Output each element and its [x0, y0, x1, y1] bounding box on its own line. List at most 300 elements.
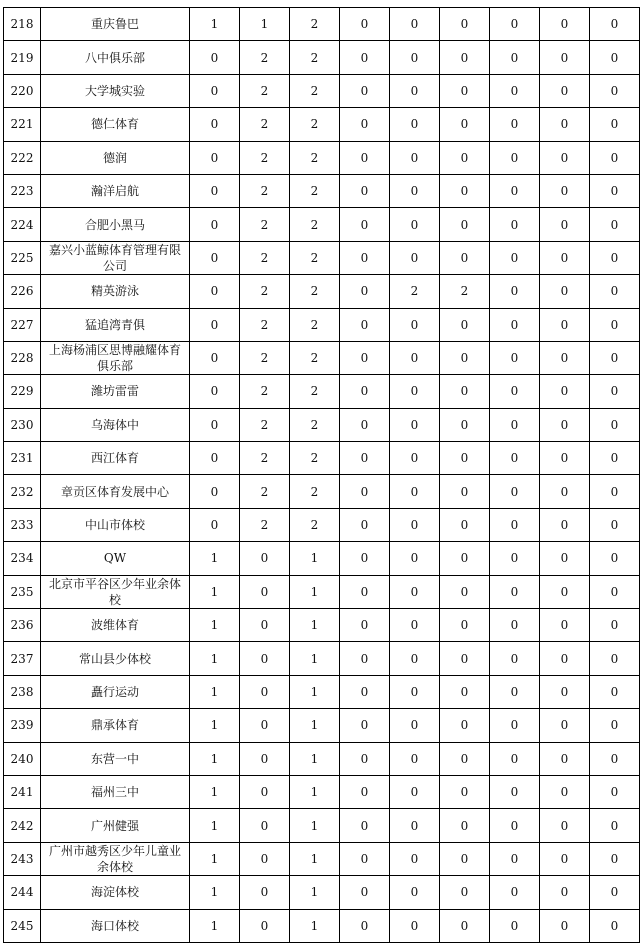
value-cell: 0	[490, 842, 540, 875]
value-cell: 0	[490, 742, 540, 775]
value-cell: 0	[390, 709, 440, 742]
club-name-cell: 鼎承体育	[41, 709, 190, 742]
rank-cell: 239	[4, 709, 41, 742]
value-cell: 0	[340, 241, 390, 274]
value-cell: 0	[390, 8, 440, 41]
club-name-cell: 重庆鲁巴	[41, 8, 190, 41]
value-cell: 0	[340, 442, 390, 475]
value-cell: 0	[340, 876, 390, 909]
value-cell: 0	[490, 775, 540, 808]
value-cell: 1	[290, 809, 340, 842]
page	[3, 7, 640, 943]
value-cell: 1	[190, 609, 240, 642]
value-cell: 0	[590, 842, 640, 875]
value-cell: 0	[490, 442, 540, 475]
value-cell: 2	[240, 275, 290, 308]
value-cell: 0	[440, 542, 490, 575]
value-cell: 0	[590, 108, 640, 141]
club-name-cell: 嘉兴小蓝鲸体育管理有限公司	[41, 241, 190, 274]
club-name-cell: 东营一中	[41, 742, 190, 775]
value-cell: 0	[390, 876, 440, 909]
value-cell: 0	[590, 141, 640, 174]
table-row	[4, 208, 640, 241]
value-cell: 0	[540, 742, 590, 775]
value-cell: 0	[590, 909, 640, 942]
value-cell: 0	[590, 675, 640, 708]
value-cell: 0	[440, 8, 490, 41]
table-row	[4, 241, 640, 274]
table-row	[4, 909, 640, 942]
value-cell: 0	[540, 709, 590, 742]
value-cell: 0	[340, 508, 390, 541]
value-cell: 0	[590, 208, 640, 241]
value-cell: 2	[290, 208, 340, 241]
value-cell: 0	[340, 609, 390, 642]
value-cell: 2	[240, 442, 290, 475]
value-cell: 2	[240, 408, 290, 441]
value-cell: 0	[540, 108, 590, 141]
value-cell: 0	[190, 174, 240, 207]
value-cell: 2	[290, 408, 340, 441]
rank-cell: 244	[4, 876, 41, 909]
value-cell: 0	[490, 609, 540, 642]
value-cell: 0	[190, 508, 240, 541]
value-cell: 0	[340, 542, 390, 575]
value-cell: 1	[190, 842, 240, 875]
value-cell: 0	[240, 809, 290, 842]
club-name-cell: 北京市平谷区少年业余体校	[41, 575, 190, 608]
value-cell: 2	[290, 375, 340, 408]
value-cell: 1	[290, 876, 340, 909]
value-cell: 0	[540, 542, 590, 575]
value-cell: 0	[440, 241, 490, 274]
value-cell: 0	[240, 742, 290, 775]
rank-cell: 245	[4, 909, 41, 942]
value-cell: 0	[390, 809, 440, 842]
club-name-cell: 常山县少体校	[41, 642, 190, 675]
value-cell: 0	[540, 876, 590, 909]
value-cell: 0	[340, 141, 390, 174]
value-cell: 0	[540, 475, 590, 508]
value-cell: 0	[440, 108, 490, 141]
value-cell: 0	[540, 508, 590, 541]
value-cell: 0	[340, 675, 390, 708]
value-cell: 0	[440, 609, 490, 642]
value-cell: 0	[340, 41, 390, 74]
value-cell: 0	[340, 375, 390, 408]
table-row	[4, 275, 640, 308]
value-cell: 0	[590, 241, 640, 274]
value-cell: 0	[540, 909, 590, 942]
value-cell: 0	[340, 775, 390, 808]
value-cell: 0	[490, 508, 540, 541]
value-cell: 0	[590, 742, 640, 775]
value-cell: 0	[540, 442, 590, 475]
club-name-cell: 中山市体校	[41, 508, 190, 541]
value-cell: 0	[340, 909, 390, 942]
value-cell: 0	[390, 675, 440, 708]
value-cell: 0	[390, 408, 440, 441]
value-cell: 1	[290, 542, 340, 575]
value-cell: 0	[340, 208, 390, 241]
value-cell: 0	[540, 375, 590, 408]
table-row	[4, 475, 640, 508]
value-cell: 0	[590, 408, 640, 441]
value-cell: 1	[190, 876, 240, 909]
value-cell: 0	[440, 74, 490, 107]
value-cell: 2	[240, 341, 290, 374]
value-cell: 0	[590, 876, 640, 909]
value-cell: 2	[390, 275, 440, 308]
value-cell: 0	[190, 241, 240, 274]
table-body	[4, 8, 640, 943]
value-cell: 0	[190, 141, 240, 174]
table-row	[4, 8, 640, 41]
rank-cell: 231	[4, 442, 41, 475]
value-cell: 2	[240, 74, 290, 107]
value-cell: 0	[390, 308, 440, 341]
club-name-cell: 西江体育	[41, 442, 190, 475]
value-cell: 1	[190, 709, 240, 742]
value-cell: 1	[290, 609, 340, 642]
value-cell: 0	[190, 375, 240, 408]
value-cell: 0	[590, 775, 640, 808]
value-cell: 0	[590, 174, 640, 207]
value-cell: 1	[290, 642, 340, 675]
table-row	[4, 675, 640, 708]
rank-cell: 220	[4, 74, 41, 107]
club-name-cell: 猛追湾青俱	[41, 308, 190, 341]
value-cell: 2	[290, 308, 340, 341]
table-row	[4, 809, 640, 842]
value-cell: 1	[190, 8, 240, 41]
value-cell: 1	[190, 775, 240, 808]
value-cell: 0	[390, 542, 440, 575]
club-name-cell: 德润	[41, 141, 190, 174]
value-cell: 1	[290, 775, 340, 808]
club-name-cell: 乌海体中	[41, 408, 190, 441]
table-row	[4, 341, 640, 374]
value-cell: 0	[490, 275, 540, 308]
value-cell: 2	[440, 275, 490, 308]
table-row	[4, 575, 640, 608]
value-cell: 0	[340, 742, 390, 775]
rank-cell: 228	[4, 341, 41, 374]
value-cell: 0	[240, 876, 290, 909]
value-cell: 0	[590, 8, 640, 41]
club-name-cell: 海淀体校	[41, 876, 190, 909]
value-cell: 0	[440, 709, 490, 742]
club-name-cell: 八中俱乐部	[41, 41, 190, 74]
rank-cell: 241	[4, 775, 41, 808]
value-cell: 0	[390, 775, 440, 808]
value-cell: 1	[190, 542, 240, 575]
value-cell: 0	[590, 809, 640, 842]
value-cell: 2	[290, 8, 340, 41]
value-cell: 2	[290, 108, 340, 141]
value-cell: 0	[490, 108, 540, 141]
value-cell: 0	[590, 508, 640, 541]
value-cell: 0	[440, 675, 490, 708]
value-cell: 0	[440, 909, 490, 942]
value-cell: 0	[590, 275, 640, 308]
value-cell: 0	[340, 108, 390, 141]
value-cell: 1	[290, 909, 340, 942]
value-cell: 0	[190, 475, 240, 508]
value-cell: 0	[440, 174, 490, 207]
value-cell: 0	[490, 809, 540, 842]
value-cell: 0	[540, 341, 590, 374]
value-cell: 0	[540, 308, 590, 341]
value-cell: 2	[290, 341, 340, 374]
value-cell: 0	[440, 475, 490, 508]
value-cell: 0	[490, 8, 540, 41]
value-cell: 0	[240, 675, 290, 708]
value-cell: 0	[390, 341, 440, 374]
value-cell: 1	[290, 575, 340, 608]
value-cell: 0	[240, 842, 290, 875]
value-cell: 0	[340, 842, 390, 875]
value-cell: 2	[240, 241, 290, 274]
value-cell: 0	[540, 842, 590, 875]
value-cell: 0	[440, 375, 490, 408]
value-cell: 0	[190, 275, 240, 308]
value-cell: 0	[440, 575, 490, 608]
value-cell: 0	[440, 876, 490, 909]
table-row	[4, 308, 640, 341]
value-cell: 0	[390, 909, 440, 942]
value-cell: 1	[290, 842, 340, 875]
value-cell: 0	[440, 442, 490, 475]
club-name-cell: 合肥小黑马	[41, 208, 190, 241]
value-cell: 0	[390, 208, 440, 241]
table-row	[4, 742, 640, 775]
club-name-cell: 波维体育	[41, 609, 190, 642]
value-cell: 0	[490, 375, 540, 408]
value-cell: 2	[290, 442, 340, 475]
value-cell: 0	[390, 609, 440, 642]
table-row	[4, 74, 640, 107]
value-cell: 1	[190, 742, 240, 775]
value-cell: 0	[440, 842, 490, 875]
value-cell: 0	[590, 375, 640, 408]
value-cell: 0	[590, 575, 640, 608]
table-row	[4, 41, 640, 74]
value-cell: 0	[540, 8, 590, 41]
value-cell: 0	[540, 609, 590, 642]
table-row	[4, 609, 640, 642]
rank-cell: 224	[4, 208, 41, 241]
value-cell: 2	[290, 174, 340, 207]
club-name-cell: 海口体校	[41, 909, 190, 942]
value-cell: 0	[590, 341, 640, 374]
rank-cell: 229	[4, 375, 41, 408]
value-cell: 0	[240, 709, 290, 742]
rank-cell: 230	[4, 408, 41, 441]
value-cell: 1	[190, 575, 240, 608]
value-cell: 0	[340, 174, 390, 207]
value-cell: 0	[440, 408, 490, 441]
rank-cell: 221	[4, 108, 41, 141]
value-cell: 1	[190, 675, 240, 708]
value-cell: 0	[490, 709, 540, 742]
value-cell: 0	[340, 642, 390, 675]
value-cell: 0	[340, 275, 390, 308]
rank-cell: 238	[4, 675, 41, 708]
club-name-cell: 潍坊雷雷	[41, 375, 190, 408]
value-cell: 0	[590, 709, 640, 742]
ranking-table	[3, 7, 640, 943]
value-cell: 0	[240, 542, 290, 575]
value-cell: 2	[290, 41, 340, 74]
value-cell: 0	[490, 475, 540, 508]
value-cell: 0	[590, 308, 640, 341]
rank-cell: 233	[4, 508, 41, 541]
table-row	[4, 842, 640, 875]
value-cell: 0	[190, 74, 240, 107]
value-cell: 2	[240, 375, 290, 408]
value-cell: 0	[340, 809, 390, 842]
value-cell: 1	[290, 675, 340, 708]
rank-cell: 242	[4, 809, 41, 842]
value-cell: 0	[240, 909, 290, 942]
value-cell: 2	[290, 141, 340, 174]
value-cell: 0	[340, 575, 390, 608]
value-cell: 1	[290, 742, 340, 775]
value-cell: 0	[390, 508, 440, 541]
value-cell: 0	[540, 241, 590, 274]
value-cell: 0	[440, 809, 490, 842]
value-cell: 0	[490, 41, 540, 74]
rank-cell: 218	[4, 8, 41, 41]
rank-cell: 225	[4, 241, 41, 274]
table-row	[4, 775, 640, 808]
value-cell: 2	[240, 108, 290, 141]
value-cell: 0	[340, 408, 390, 441]
value-cell: 0	[590, 609, 640, 642]
value-cell: 2	[240, 41, 290, 74]
value-cell: 0	[540, 575, 590, 608]
table-row	[4, 542, 640, 575]
club-name-cell: 广州市越秀区少年儿童业余体校	[41, 842, 190, 875]
value-cell: 2	[290, 475, 340, 508]
table-row	[4, 108, 640, 141]
value-cell: 1	[190, 642, 240, 675]
value-cell: 0	[490, 308, 540, 341]
value-cell: 0	[240, 575, 290, 608]
club-name-cell: 精英游泳	[41, 275, 190, 308]
value-cell: 2	[290, 275, 340, 308]
value-cell: 0	[190, 208, 240, 241]
rank-cell: 236	[4, 609, 41, 642]
rank-cell: 237	[4, 642, 41, 675]
value-cell: 0	[590, 442, 640, 475]
value-cell: 0	[590, 642, 640, 675]
value-cell: 2	[240, 208, 290, 241]
value-cell: 0	[190, 442, 240, 475]
value-cell: 0	[390, 174, 440, 207]
value-cell: 0	[240, 642, 290, 675]
value-cell: 0	[490, 876, 540, 909]
value-cell: 0	[540, 41, 590, 74]
value-cell: 0	[390, 41, 440, 74]
club-name-cell: 瀚洋启航	[41, 174, 190, 207]
value-cell: 0	[390, 74, 440, 107]
value-cell: 0	[540, 275, 590, 308]
value-cell: 0	[390, 375, 440, 408]
value-cell: 0	[540, 809, 590, 842]
value-cell: 0	[540, 74, 590, 107]
table-row	[4, 174, 640, 207]
value-cell: 0	[540, 141, 590, 174]
value-cell: 0	[390, 575, 440, 608]
value-cell: 0	[440, 308, 490, 341]
value-cell: 1	[190, 809, 240, 842]
value-cell: 0	[190, 308, 240, 341]
value-cell: 2	[240, 174, 290, 207]
value-cell: 2	[240, 508, 290, 541]
value-cell: 0	[190, 408, 240, 441]
value-cell: 0	[490, 241, 540, 274]
rank-cell: 235	[4, 575, 41, 608]
value-cell: 0	[390, 108, 440, 141]
rank-cell: 223	[4, 174, 41, 207]
value-cell: 0	[490, 675, 540, 708]
rank-cell: 234	[4, 542, 41, 575]
value-cell: 0	[390, 742, 440, 775]
value-cell: 0	[540, 775, 590, 808]
value-cell: 0	[540, 675, 590, 708]
value-cell: 0	[540, 174, 590, 207]
value-cell: 0	[340, 341, 390, 374]
value-cell: 0	[340, 74, 390, 107]
value-cell: 0	[440, 141, 490, 174]
rank-cell: 219	[4, 41, 41, 74]
value-cell: 0	[540, 408, 590, 441]
value-cell: 1	[190, 909, 240, 942]
table-row	[4, 876, 640, 909]
table-row	[4, 709, 640, 742]
value-cell: 0	[440, 642, 490, 675]
value-cell: 0	[540, 208, 590, 241]
value-cell: 2	[290, 508, 340, 541]
value-cell: 0	[490, 141, 540, 174]
value-cell: 0	[490, 174, 540, 207]
value-cell: 0	[390, 442, 440, 475]
value-cell: 0	[490, 542, 540, 575]
club-name-cell: 德仁体育	[41, 108, 190, 141]
club-name-cell: 矗行运动	[41, 675, 190, 708]
value-cell: 2	[240, 475, 290, 508]
value-cell: 0	[390, 475, 440, 508]
value-cell: 0	[490, 341, 540, 374]
value-cell: 0	[340, 475, 390, 508]
value-cell: 0	[440, 508, 490, 541]
value-cell: 0	[590, 74, 640, 107]
table-row	[4, 442, 640, 475]
value-cell: 2	[290, 241, 340, 274]
club-name-cell: 福州三中	[41, 775, 190, 808]
club-name-cell: 章贡区体育发展中心	[41, 475, 190, 508]
club-name-cell: 广州健强	[41, 809, 190, 842]
value-cell: 0	[540, 642, 590, 675]
club-name-cell: QW	[41, 542, 190, 575]
value-cell: 2	[290, 74, 340, 107]
value-cell: 2	[240, 141, 290, 174]
value-cell: 0	[590, 475, 640, 508]
rank-cell: 227	[4, 308, 41, 341]
value-cell: 0	[190, 341, 240, 374]
